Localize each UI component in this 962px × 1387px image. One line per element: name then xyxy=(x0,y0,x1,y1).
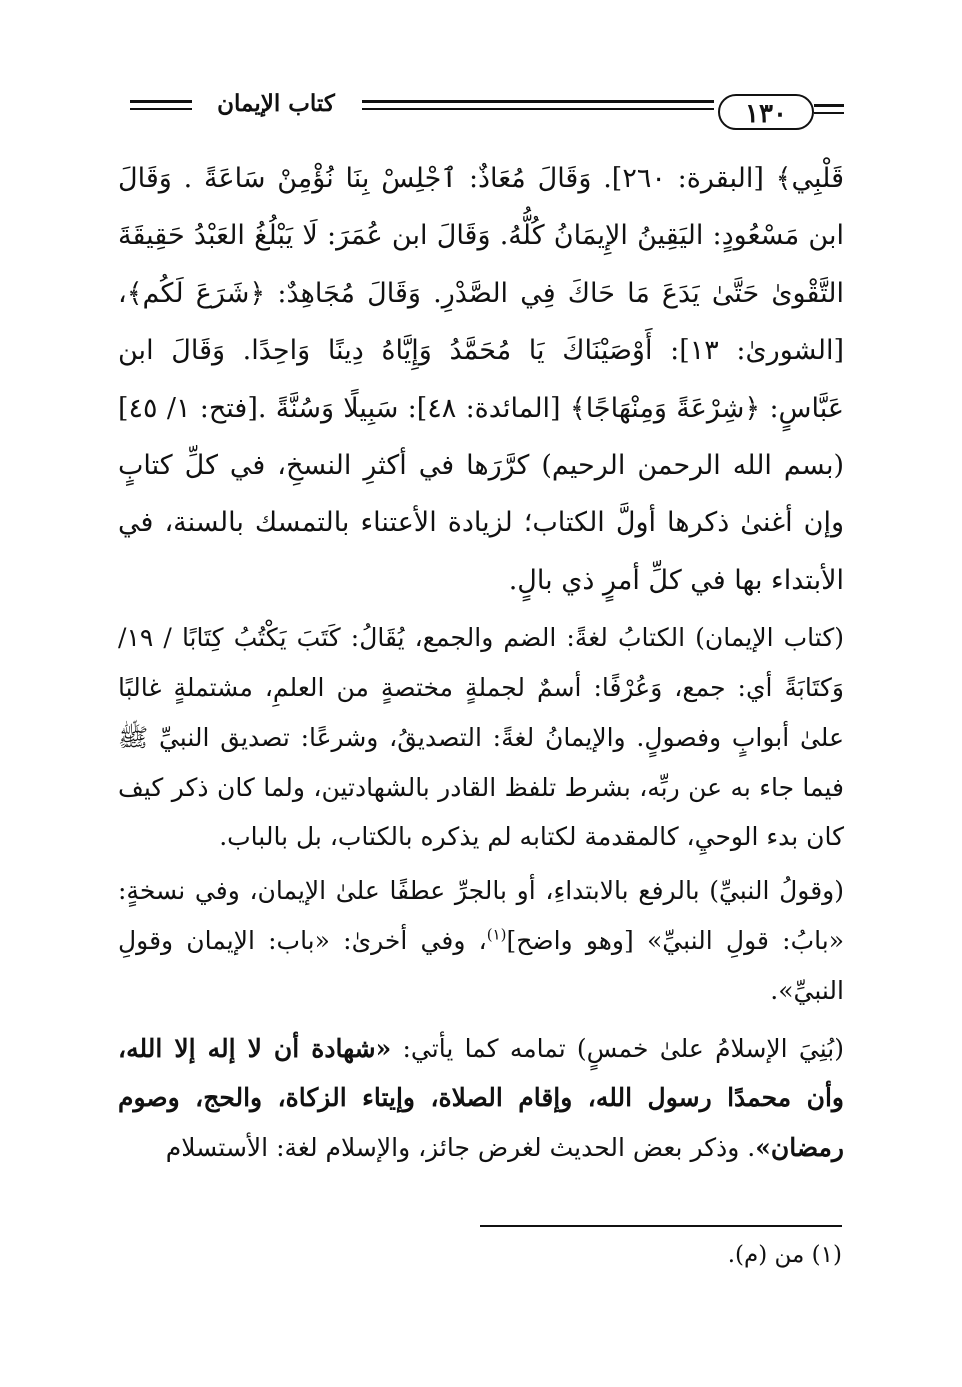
paragraph-qawl-al-nabi xyxy=(118,866,844,1015)
header-rule-left-top xyxy=(130,100,192,103)
running-header xyxy=(0,70,962,150)
footnote-separator xyxy=(480,1225,842,1227)
paragraph-text: ، وفي أخرىٰ: «باب: الإيمان وقولِ النبيِّ». xyxy=(118,926,844,1005)
main-text xyxy=(118,150,844,1210)
running-title: كتاب الإيمان xyxy=(217,90,335,117)
paragraph-kitab-al-iman: (كتاب الإيمان) الكتابُ لغةً: الضم والجمع، يُقَالُ: كَتَبَ يَكْتُبُ كِتَابًا / ١٩/ وَكتَابَةً أي: جمع، وَعُرْفًا: أسمٌ لجملةٍ مختصةٍ من العلمِ، مشتملةٍ غالبًا علىٰ أبوابٍ وفصولٍ. والإيمانُ لغةً: التصديقُ، وشرعًا: تصديق النبيِّ ﷺ فيما جاء به عن ربِّه، بشرط تلفظ القادر بالشهادتين، ولما كان ذكر كيف كان بدء الوحيِ، كالمقدمة لكتابه لم يذكره بالكتاب، بل بالباب. xyxy=(118,623,844,852)
header-rule-right-bottom xyxy=(814,112,844,114)
paragraph-text: . وذكر بعض الحديث لغرض جائز، والإسلام لغة: الأستسلام xyxy=(165,1133,756,1163)
page-number: ١٣٠ xyxy=(718,94,814,130)
paragraph-text: (بُنِيَ الإسلامُ علىٰ خمسٍ) تمامه كما يأتي: xyxy=(391,1033,844,1063)
footnote-marker: (١) xyxy=(486,925,507,944)
header-rule-right-top xyxy=(814,104,844,107)
paragraph-buniya-al-islam xyxy=(118,1024,844,1173)
paragraph-quran-commentary: قَلْبِي﴾ [البقرة: ٢٦٠]. وَقَالَ مُعَاذٌ: ٱجْلِسْ بِنَا نُؤْمِنْ سَاعَةً . وَقَالَ ابن مَسْعُودٍ: اليَقِينُ الإِيمَانُ كُلُّهُ. وَقَالَ ابن عُمَرَ: لَا يَبْلُغُ العَبْدُ حَقِيقَةَ التَّقْوىٰ حَتَّىٰ يَدَعَ مَا حَاكَ فِي الصَّدْرِ. وَقَالَ مُجَاهِدٌ: ﴿شَرَعَ لَكُم﴾، [الشورىٰ: ١٣]: أَوْصَيْنَاكَ يَا مُحَمَّدُ وَإِيَّاهُ دِينًا وَاحِدًا. وَقَالَ ابن عَبَّاسٍ: ﴿شِرْعَةً وَمِنْهَاجًا﴾ [المائدة: ٤٨]: سَبِيلًا وَسُنَّةً .[فتح: ١/ ٤٥] (بسم الله الرحمن الرحيم) كرَّرَها في أكثرِ النسخِ، في كلِّ كتابٍ وإن أغنىٰ ذكرها أولَّ الكتاب؛ لزيادة الأعتناء بالتمسك بالسنة، في الأبتداء بها في كلِّ أمرٍ ذي بالٍ. xyxy=(118,163,844,596)
footnote-1: (١) من (م). xyxy=(727,1242,842,1268)
header-rule-center-bottom xyxy=(362,108,714,110)
paragraph-text: (وقولُ النبيِّ) بالرفع بالابتداءِ، أو بالجرِّ عطفًا علىٰ الإيمان، وفي نسخةٍ: «بابُ: قولِ النبيِّ» [وهو واضح] xyxy=(118,876,845,956)
header-rule-center-top xyxy=(362,100,714,103)
hadith-quote-bold: «شهادة أن لا إله إلا الله، وأن محمدًا رسول الله، وإقام الصلاة، وإيتاء الزكاة، والحج، وصوم رمضان» xyxy=(118,1033,844,1163)
header-rule-left-bottom xyxy=(130,108,192,110)
